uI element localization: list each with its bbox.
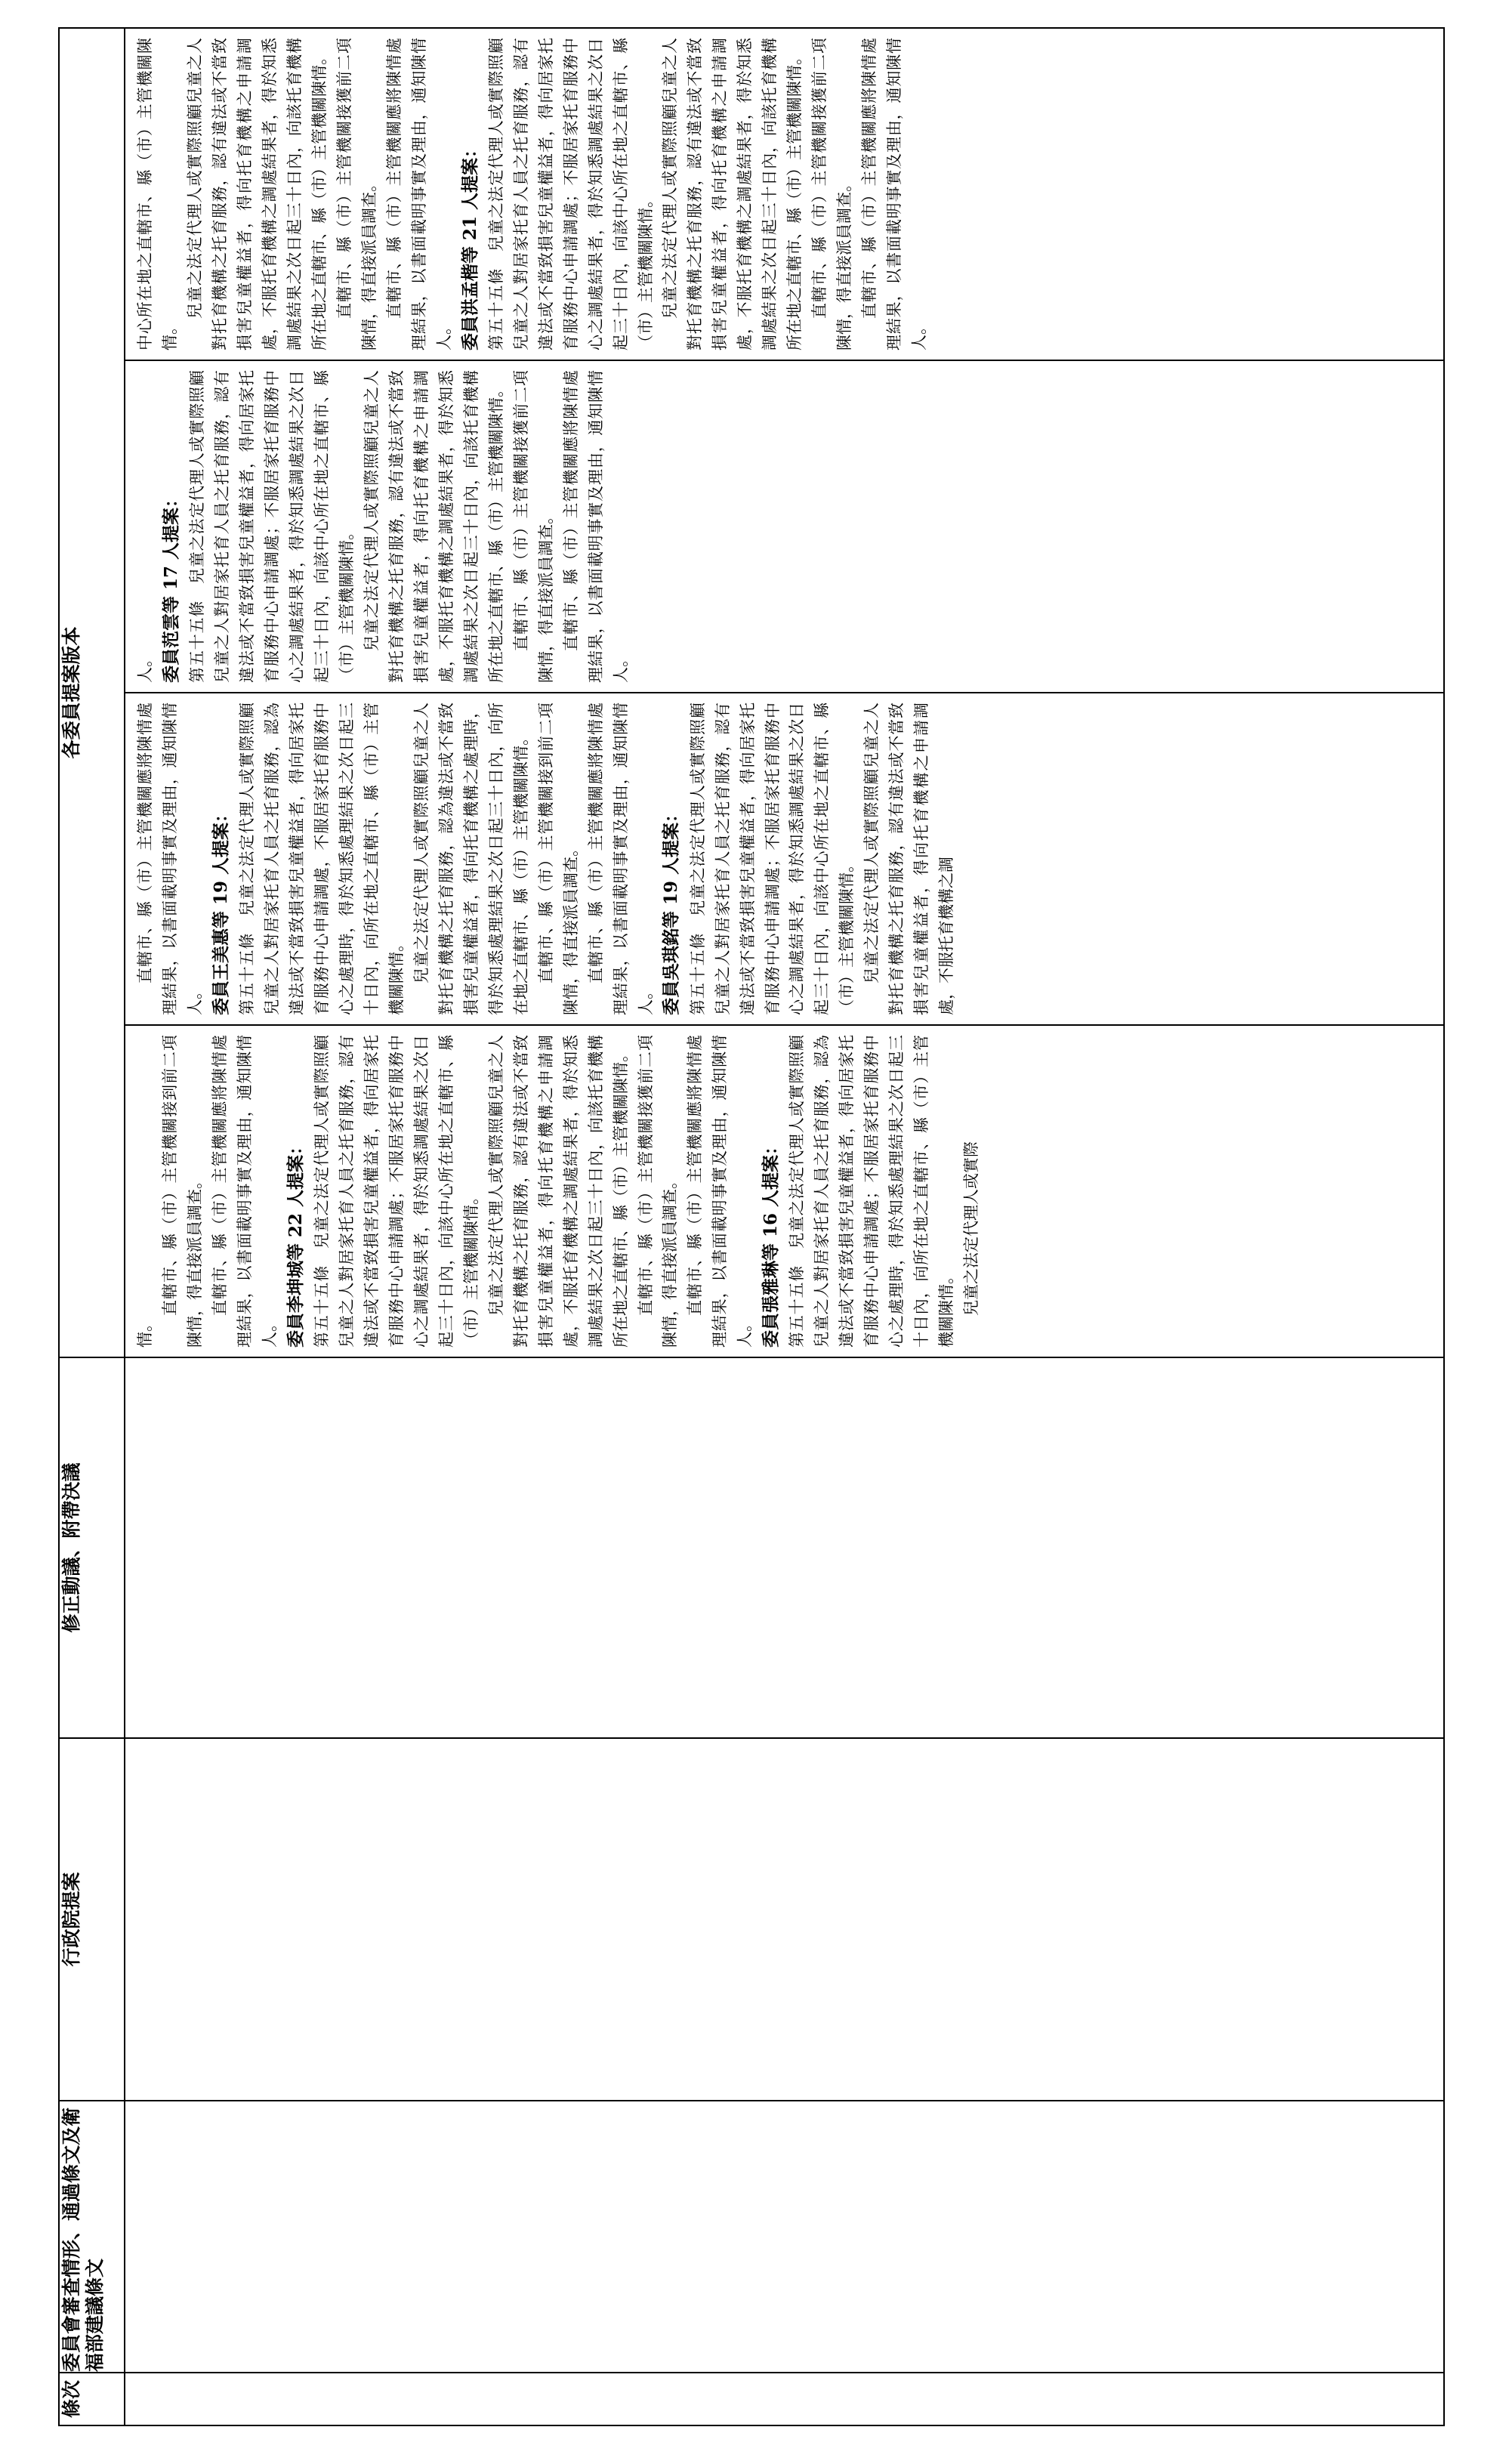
proposal-paragraph: 直轄市、縣（市）主管機關接獲前二項陳情，得直接派員調查。 bbox=[636, 1035, 680, 1348]
cell-article-no bbox=[125, 2373, 1444, 2425]
proposal-columns bbox=[125, 29, 1443, 1357]
proposal-paragraph: 第五十五條 兒童之法定代理人或實際照顧兒童之人對居家托育人員之托育服務，認有違法或不當致損害兒童權益者，得向居家托育服務中心申請調處；不服居家托育服務中心之調處結果者，得於知悉調處結果之次日起三十日內，向該中心所在地之直轄市、縣（市）主管機關陳情。 bbox=[312, 1035, 480, 1348]
header-executive-proposal: 行政院提案 bbox=[59, 1738, 125, 2101]
proposal-heading: 委員李坤城等 22 人提案： bbox=[285, 1137, 306, 1348]
proposal-paragraph: 直轄市、縣（市）主管機關接到前二項陳情，得直接派員調查。 bbox=[160, 1035, 204, 1348]
comparison-table bbox=[58, 27, 1445, 2426]
proposal-column-3 bbox=[125, 361, 1443, 693]
proposal-heading: 委員王美惠等 19 人提案： bbox=[210, 804, 231, 1015]
cell-committee-review bbox=[125, 2101, 1444, 2373]
header-article-no: 條次 bbox=[59, 2373, 125, 2425]
proposal-paragraph: 第五十五條 兒童之法定代理人或實際照顧兒童之人對居家托育人員之托育服務，認有違法或不當致損害兒童權益者，得向居家托育服務中心申請調處；不服居家托育服務中心之調處結果者，得於知悉調處結果之次日起三十日內，向該中心所在地之直轄市、縣（市）主管機關陳情。 bbox=[188, 370, 356, 683]
cell-legislator-proposals bbox=[125, 28, 1444, 1357]
rotated-table-area bbox=[58, 29, 1440, 2426]
proposal-heading: 委員張雅琳等 16 人提案： bbox=[761, 1137, 782, 1348]
proposal-paragraph: 人。 bbox=[136, 651, 154, 683]
proposal-column-4 bbox=[125, 29, 1443, 361]
proposal-paragraph: 直轄市、縣（市）主管機關應將陳情處理結果，以書面載明事實及理由，通知陳情人。 bbox=[561, 370, 630, 683]
proposal-paragraph: 直轄市、縣（市）主管機關應將陳情處理結果，以書面載明事實及理由，通知陳情人。 bbox=[210, 1035, 279, 1348]
proposal-paragraph: 中心所在地之直轄市、縣（市）主管機關陳情。 bbox=[136, 38, 179, 350]
header-committee-review: 委員會審查情形、通過條文及衛福部建議條文 bbox=[59, 2101, 125, 2373]
proposal-paragraph: 兒童之法定代理人或實際照顧兒童之人對托育機構之托育服務，認有違法或不當致損害兒童權益者，得向托育機構之申請調處，不服托育機構之調 bbox=[863, 702, 956, 1015]
proposal-paragraph: 第五十五條 兒童之法定代理人或實際照顧兒童之人對居家托育人員之托育服務，認有違法或不當致損害兒童權益者，得向居家托育服務中心申請調處；不服居家托育服務中心之調處結果者，得於知悉調處結果之次日起三十日內，向該中心所在地之直轄市、縣（市）主管機關陳情。 bbox=[486, 38, 655, 350]
cell-amendment-motion bbox=[125, 1357, 1444, 1738]
proposal-paragraph: 情。 bbox=[136, 1316, 154, 1348]
proposal-heading: 委員洪孟楷等 21 人提案： bbox=[459, 140, 480, 350]
header-amendment-motion: 修正動議、附帶決議 bbox=[59, 1357, 125, 1738]
proposal-paragraph: 第五十五條 兒童之法定代理人或實際照顧兒童之人對居家托育人員之托育服務，認為違法或不當致損害兒童權益者，得向居家托育服務中心申請調處，不服居家托育服務中心之處理時，得於知悉處理結果之次日起三十日內，向所在地之直轄市、縣（市）主管機關陳情。 bbox=[238, 702, 406, 1015]
proposal-paragraph: 直轄市、縣（市）主管機關應將陳情處理結果，以書面載明事實及理由，通知陳情人。 bbox=[860, 38, 929, 350]
proposal-paragraph: 兒童之法定代理人或實際照顧兒童之人對托育機構之托育服務，認有違法或不當致損害兒童權益者，得向托育機構之申請調處，不服托育機構之調處結果者，得於知悉調處結果之次日起三十日內，向該托育機構所在地之直轄市、縣（市）主管機關陳情。 bbox=[362, 370, 505, 683]
proposal-heading: 委員范雲等 17 人提案： bbox=[160, 489, 181, 683]
proposal-paragraph: 兒童之法定代理人或實際照顧兒童之人對托育機構之托育服務，認有違法或不當致損害兒童權益者，得向托育機構之申請調處，不服托育機構之調處結果者，得於知悉調處結果之次日起三十日內，向該托育機構所在地之直轄市、縣（市）主管機關陳情。 bbox=[486, 1035, 630, 1348]
proposal-paragraph: 直轄市、縣（市）主管機關接獲前二項陳情，得直接派員調查。 bbox=[810, 38, 854, 350]
proposal-paragraph: 直轄市、縣（市）主管機關接到前二項陳情，得直接派員調查。 bbox=[536, 702, 580, 1015]
proposal-paragraph: 兒童之法定代理人或實際照顧兒童之人對托育機構之托育服務，認有違法或不當致損害兒童權益者，得向托育機構之申請調處，不服托育機構之調處結果者，得於知悉調處結果之次日起三十日內，向該托育機構所在地之直轄市、縣（市）主管機關陳情。 bbox=[661, 38, 804, 350]
proposal-column-2 bbox=[125, 693, 1443, 1026]
proposal-paragraph: 直轄市、縣（市）主管機關接獲前二項陳情，得直接派員調查。 bbox=[335, 38, 378, 350]
proposal-paragraph: 直轄市、縣（市）主管機關應將陳情處理結果，以書面載明事實及理由，通知陳情人。 bbox=[686, 1035, 754, 1348]
proposal-column-1 bbox=[125, 1026, 1443, 1357]
proposal-paragraph: 兒童之法定代理人或實際照顧兒童之人對托育機構之托育服務，認有違法或不當致損害兒童權益者，得向托育機構之申請調處，不服托育機構之調處結果者，得於知悉調處結果之次日起三十日內，向該托育機構所在地之直轄市、縣（市）主管機關陳情。 bbox=[185, 38, 329, 350]
cell-executive-proposal bbox=[125, 1738, 1444, 2101]
header-legislator-proposals: 各委員提案版本 bbox=[59, 28, 125, 1357]
proposal-heading: 委員吳琪銘等 19 人提案： bbox=[661, 804, 682, 1015]
proposal-paragraph: 兒童之法定代理人或實際 bbox=[962, 1141, 981, 1316]
proposal-paragraph: 第五十五條 兒童之法定代理人或實際照顧兒童之人對居家托育人員之托育服務，認有違法或不當致損害兒童權益者，得向居家托育服務中心申請調處；不服居家托育服務中心之調處結果者，得於知悉調處結果之次日起三十日內，向該中心所在地之直轄市、縣（市）主管機關陳情。 bbox=[688, 702, 856, 1015]
proposal-paragraph: 直轄市、縣（市）主管機關應將陳情處理結果，以書面載明事實及理由，通知陳情人。 bbox=[586, 702, 655, 1015]
proposal-paragraph: 兒童之法定代理人或實際照顧兒童之人對托育機構之托育服務，認為違法或不當致損害兒童權益者，得向托育機構之處理時，得於知悉處理結果之次日起三十日內，向所在地之直轄市、縣（市）主管機關陳情。 bbox=[412, 702, 530, 1015]
proposal-paragraph: 直轄市、縣（市）主管機關應將陳情處理結果，以書面載明事實及理由，通知陳情人。 bbox=[136, 702, 204, 1015]
proposal-paragraph: 直轄市、縣（市）主管機關接獲前二項陳情，得直接派員調查。 bbox=[511, 370, 555, 683]
proposal-paragraph: 直轄市、縣（市）主管機關應將陳情處理結果，以書面載明事實及理由，通知陳情人。 bbox=[384, 38, 453, 350]
proposal-paragraph: 第五十五條 兒童之法定代理人或實際照顧兒童之人對居家托育人員之托育服務，認為違法或不當致損害兒童權益者，得向居家托育服務中心申請調處；不服居家托育服務中心之處理時，得於知悉處理結果之次日起三十日內，向所在地之直轄市、縣（市）主管機關陳情。 bbox=[788, 1035, 956, 1348]
